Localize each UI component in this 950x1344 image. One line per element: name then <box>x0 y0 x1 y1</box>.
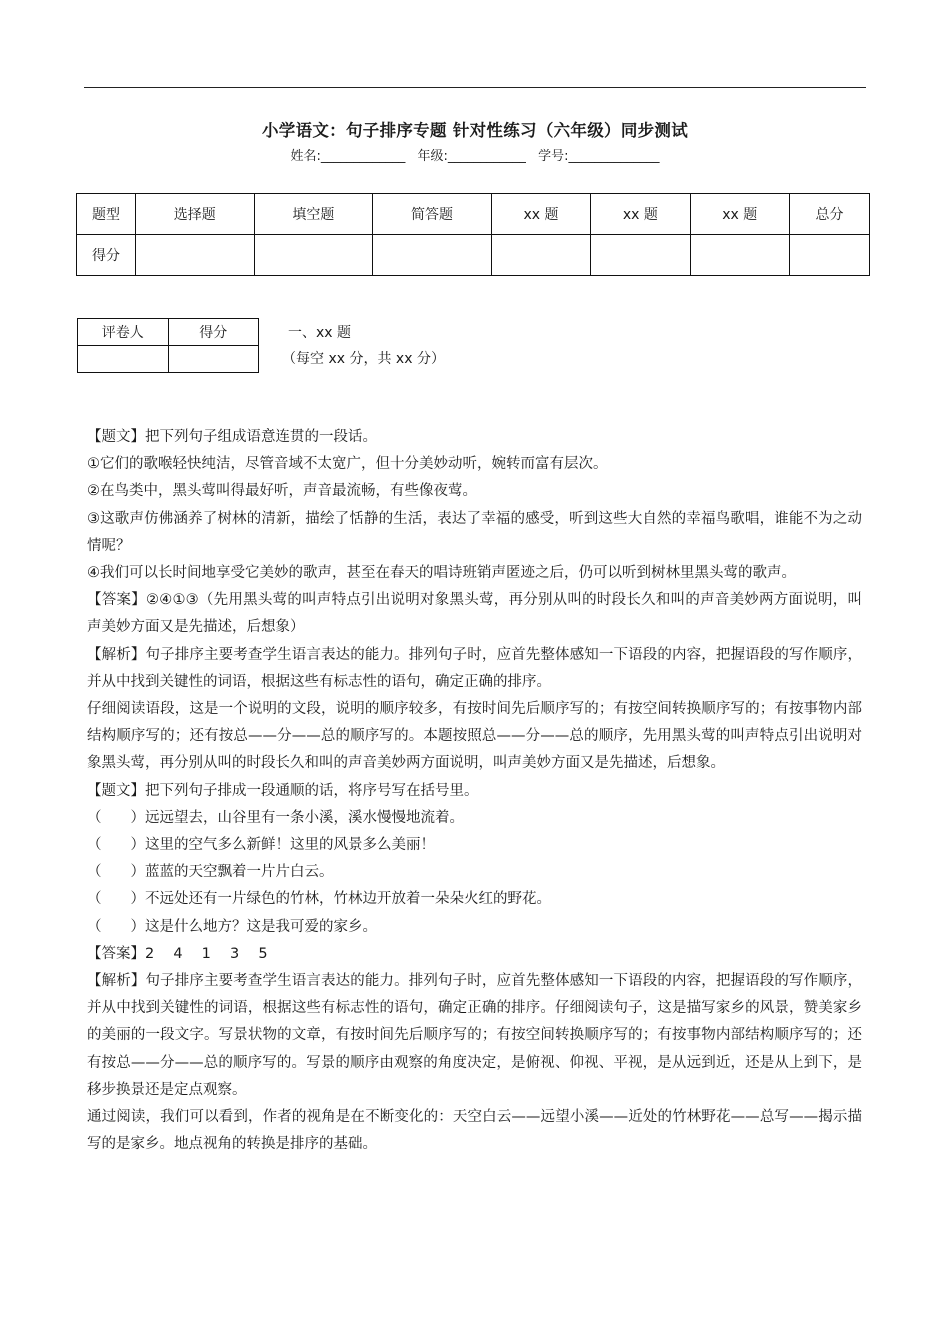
q2-sentence: （ ）这里的空气多么新鲜！这里的风景多么美丽！ <box>87 837 435 854</box>
grade-field[interactable]: 年级:____________ <box>417 149 526 164</box>
q1-analysis-detail: 仔细阅读语段，这是一个说明的文段，说明的顺序较多，有按时间先后顺序写的；有按空间转换顺序写的；有按事物内部结构顺序写的；还有按总——分——总的顺序写的。本题按照总——分——总的顺序，先用黑头莺的叫声特点引出说明对象黑头莺，再分别从叫的时段长久和叫的声音美妙两方面说明，叫声美妙方面又是先描述，后想象。 <box>87 701 862 772</box>
score-cell[interactable] <box>491 235 590 276</box>
q1-sentence: ②在鸟类中，黑头莺叫得最好听，声音最流畅，有些像夜莺。 <box>87 483 477 500</box>
score-cell[interactable] <box>373 235 492 276</box>
section-title: 一、xx 题 <box>288 325 352 341</box>
score-table-header-cell: 题型 <box>77 194 136 235</box>
score-cell[interactable] <box>254 235 373 276</box>
student-info <box>0 145 950 164</box>
score-table <box>76 193 870 276</box>
score-table-header-cell: 选择题 <box>136 194 255 235</box>
q2-sentence: （ ）这是什么地方？这是我可爱的家乡。 <box>87 918 377 935</box>
grader-score-cell[interactable] <box>168 346 259 373</box>
score-cell[interactable] <box>690 235 789 276</box>
student-id-field[interactable]: 学号:______________ <box>538 149 660 164</box>
score-table-header-cell: 简答题 <box>373 194 492 235</box>
q1-sentence: ③这歌声仿佛涵养了树林的清新，描绘了恬静的生活，表达了幸福的感受，听到这些大自然的幸福鸟歌唱，谁能不为之动情呢？ <box>87 510 862 554</box>
q2-sentence: （ ）不远处还有一片绿色的竹林，竹林边开放着一朵朵火红的野花。 <box>87 891 551 908</box>
score-table-header-cell: xx 题 <box>491 194 590 235</box>
q1-sentence: ④我们可以长时间地享受它美妙的歌声，甚至在春天的唱诗班销声匿迹之后，仍可以听到树林里黑头莺的歌声。 <box>87 565 796 582</box>
score-table-header-cell: 总分 <box>789 194 869 235</box>
score-table-header-cell: xx 题 <box>690 194 789 235</box>
score-row-label: 得分 <box>77 235 136 276</box>
q2-analysis: 【解析】句子排序主要考查学生语言表达的能力。排列句子时，应首先整体感知一下语段的内容，把握语段的写作顺序，并从中找到关键性的词语，根据这些有标志性的语句，确定正确的排序。仔细阅读句子，这是描写家乡的风景，赞美家乡的美丽的一段文字。写景状物的文章，有按时间先后顺序写的；有按空间转换顺序写的；有按事物内部结构顺序写的；还有按总——分——总的顺序写的。写景的顺序由观察的角度决定，是俯视、仰视、平视，是从远到近，还是从上到下，是移步换景还是定点观察。 <box>87 973 862 1098</box>
q1-answer: 【答案】②④①③（先用黑头莺的叫声特点引出说明对象黑头莺，再分别从叫的时段长久和叫的声音美妙两方面说明，叫声美妙方面又是先描述，后想象） <box>87 592 862 636</box>
q1-analysis: 【解析】句子排序主要考查学生语言表达的能力。排列句子时，应首先整体感知一下语段的内容，把握语段的写作顺序，并从中找到关键性的词语，根据这些有标志性的语句，确定正确的排序。 <box>87 646 862 690</box>
section-note: （每空 xx 分，共 xx 分） <box>282 351 445 367</box>
page-title: 小学语文：句子排序专题 针对性练习（六年级）同步测试 <box>261 121 689 140</box>
grader-table <box>77 318 259 373</box>
score-cell[interactable] <box>591 235 690 276</box>
q2-sentence: （ ）蓝蓝的天空飘着一片片白云。 <box>87 864 334 881</box>
q1-sentence: ①它们的歌喉轻快纯洁，尽管音域不太宽广，但十分美妙动听，婉转而富有层次。 <box>87 456 608 473</box>
q2-answer: 【答案】2 4 1 3 5 <box>87 945 268 962</box>
q1-prompt: 【题文】把下列句子组成语意连贯的一段话。 <box>87 429 377 445</box>
top-rule <box>84 87 866 88</box>
grader-score-header: 得分 <box>168 319 259 346</box>
score-cell[interactable] <box>136 235 255 276</box>
q2-analysis-detail: 通过阅读，我们可以看到，作者的视角是在不断变化的：天空白云——远望小溪——近处的竹林野花——总写——揭示描写的是家乡。地点视角的转换是排序的基础。 <box>87 1109 862 1153</box>
score-table-header-cell: xx 题 <box>591 194 690 235</box>
question-content <box>87 424 862 1158</box>
score-cell[interactable] <box>789 235 869 276</box>
grader-cell[interactable] <box>78 346 169 373</box>
grader-header: 评卷人 <box>78 319 169 346</box>
score-table-header-row <box>77 194 870 235</box>
q2-prompt: 【题文】把下列句子排成一段通顺的话，将序号写在括号里。 <box>87 782 479 799</box>
q2-sentence: （ ）远远望去，山谷里有一条小溪，溪水慢慢地流着。 <box>87 809 464 826</box>
score-table-score-row <box>77 235 870 276</box>
score-table-header-cell: 填空题 <box>254 194 373 235</box>
name-field[interactable]: 姓名:_____________ <box>290 149 406 164</box>
